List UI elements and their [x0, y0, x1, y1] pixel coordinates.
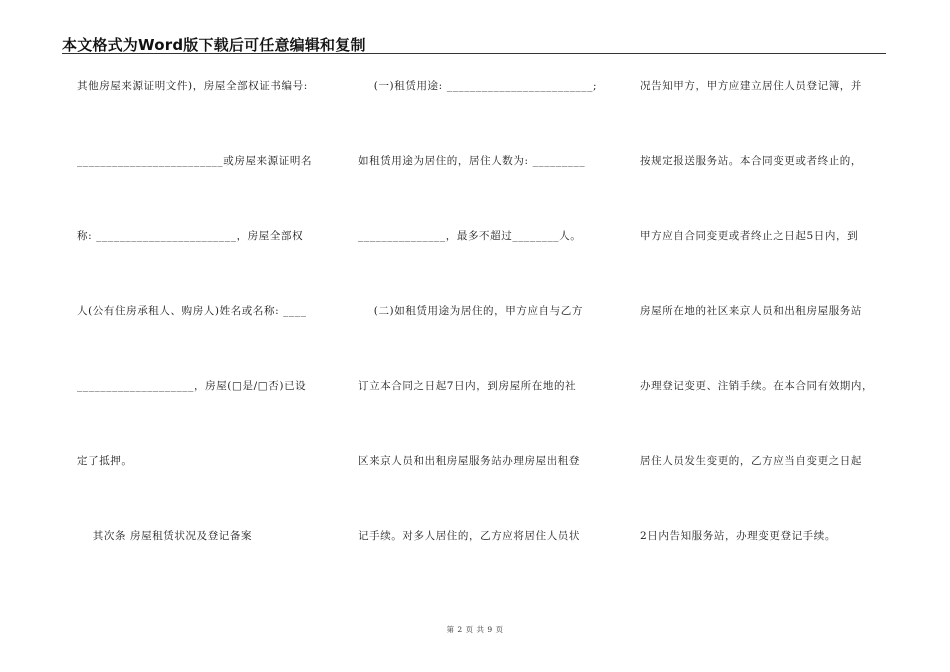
- text-line: (二)如租赁用途为居住的，甲方应自与乙方: [358, 305, 583, 317]
- text-line: 居住人员发生变更的，乙方应当自变更之日起: [640, 455, 862, 467]
- text-line: 记手续。对多人居住的，乙方应将居住人员状: [358, 530, 580, 542]
- text-line: 2日内告知服务站，办理变更登记手续。: [640, 530, 836, 542]
- text-line: 人(公有住房承租人、购房人)姓名或名称: ____: [77, 305, 307, 317]
- text-line: 按规定报送服务站。本合同变更或者终止的，: [640, 155, 862, 167]
- text-column-2: [358, 0, 613, 672]
- document-header-title: 本文格式为Word版下载后可任意编辑和复制: [62, 36, 366, 54]
- text-line: _______________，最多不超过________人。: [358, 230, 582, 242]
- text-line: 如租赁用途为居住的，居住人数为: _________: [358, 155, 586, 167]
- text-line: 区来京人员和出租房屋服务站办理房屋出租登: [358, 455, 580, 467]
- text-line: 称: ________________________，房屋全部权: [77, 230, 304, 242]
- text-column-1: [77, 0, 327, 672]
- text-line: 订立本合同之日起7日内，到房屋所在地的社: [358, 380, 577, 392]
- text-line: 况告知甲方，甲方应建立居住人员登记簿，并: [640, 80, 862, 92]
- text-line: 甲方应自合同变更或者终止之日起5日内，到: [640, 230, 859, 242]
- text-line: 其他房屋来源证明文件)，房屋全部权证书编号:: [77, 80, 308, 92]
- text-line: 房屋所在地的社区来京人员和出租房屋服务站: [640, 305, 862, 317]
- text-line: (一)租赁用途: _________________________;: [358, 80, 598, 92]
- page-number: 第 2 页 共 9 页: [446, 625, 504, 634]
- text-line: ____________________，房屋(□是/□否)已设: [77, 380, 307, 392]
- text-line: 定了抵押。: [77, 455, 133, 467]
- text-column-3: [640, 0, 890, 672]
- section-heading: 其次条 房屋租赁状况及登记备案: [77, 530, 253, 542]
- text-line: _________________________或房屋来源证明名: [77, 155, 313, 167]
- text-line: 办理登记变更、注销手续。在本合同有效期内，: [640, 380, 874, 392]
